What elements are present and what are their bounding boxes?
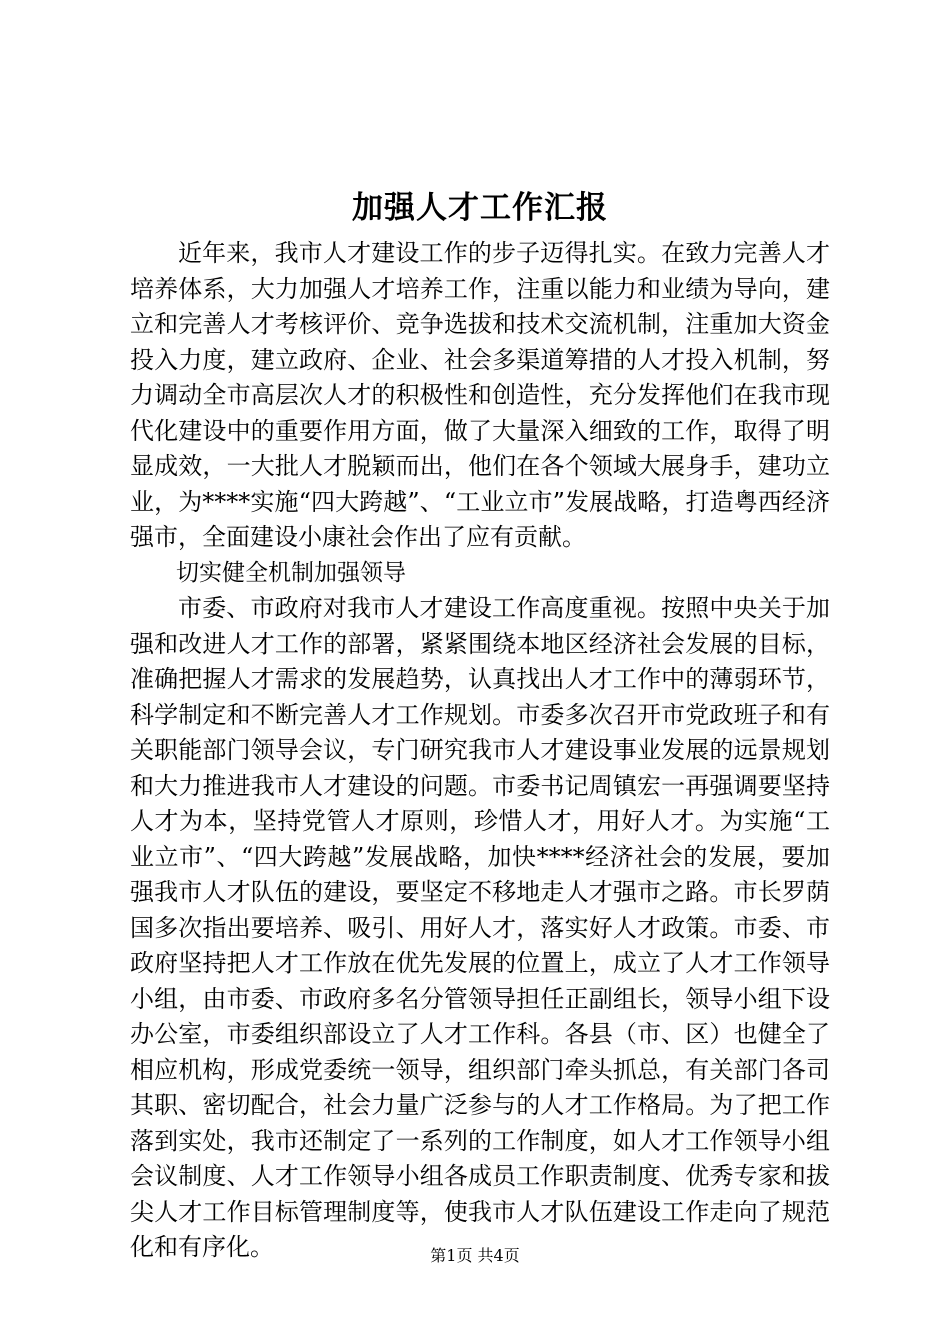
section-heading: 切实健全机制加强领导	[176, 559, 406, 586]
document-title: 加强人才工作汇报	[352, 190, 608, 226]
section-paragraph: 市委、市政府对我市人才建设工作高度重视。按照中央关于加强和改进人才工作的部署，紧紧围绕本地区经济社会发展的目标，准确把握人才需求的发展趋势，认真找出人才工作中的薄弱环节，科学制定和不断完善人才工作规划。市委多次召开市党政班子和有关职能部门领导会议，专门研究我市人才建设事业发展的远景规划和大力推进我市人才建设的问题。市委书记周镇宏一再强调要坚持人才为本，坚持党管人才原则，珍惜人才，用好人才。为实施“工业立市”、“四大跨越”发展战略，加快****经济社会的发展，要加强我市人才队伍的建设，要坚定不移地走人才强市之路。市长罗荫国多次指出要培养、吸引、用好人才，落实好人才政策。市委、市政府坚持把人才工作放在优先发展的位置上，成立了人才工作领导小组，由市委、市政府多名分管领导担任正副组长，领导小组下设办公室，市委组织部设立了人才工作科。各县（市、区）也健全了相应机构，形成党委统一领导，组织部门牵头抓总，有关部门各司其职、密切配合，社会力量广泛参与的人才工作格局。为了把工作落到实处，我市还制定了一系列的工作制度，如人才工作领导小组会议制度、人才工作领导小组各成员工作职责制度、优秀专家和拔尖人才工作目标管理制度等，使我市人才队伍建设工作走向了规范化和有序化。	[130, 594, 830, 1261]
document-page	[130, 182, 830, 1266]
page-footer: 第1页 共4页	[430, 1246, 520, 1265]
intro-paragraph: 近年来，我市人才建设工作的步子迈得扎实。在致力完善人才培养体系，大力加强人才培养工作，注重以能力和业绩为导向，建立和完善人才考核评价、竞争选拔和技术交流机制，注重加大资金投入力度，建立政府、企业、社会多渠道筹措的人才投入机制，努力调动全市高层次人才的积极性和创造性，充分发挥他们在我市现代化建设中的重要作用方面，做了大量深入细致的工作，取得了明显成效，一大批人才脱颖而出，他们在各个领域大展身手，建功立业，为****实施“四大跨越”、“工业立市”发展战略，打造粤西经济强市，全面建设小康社会作出了应有贡献。	[130, 239, 830, 551]
